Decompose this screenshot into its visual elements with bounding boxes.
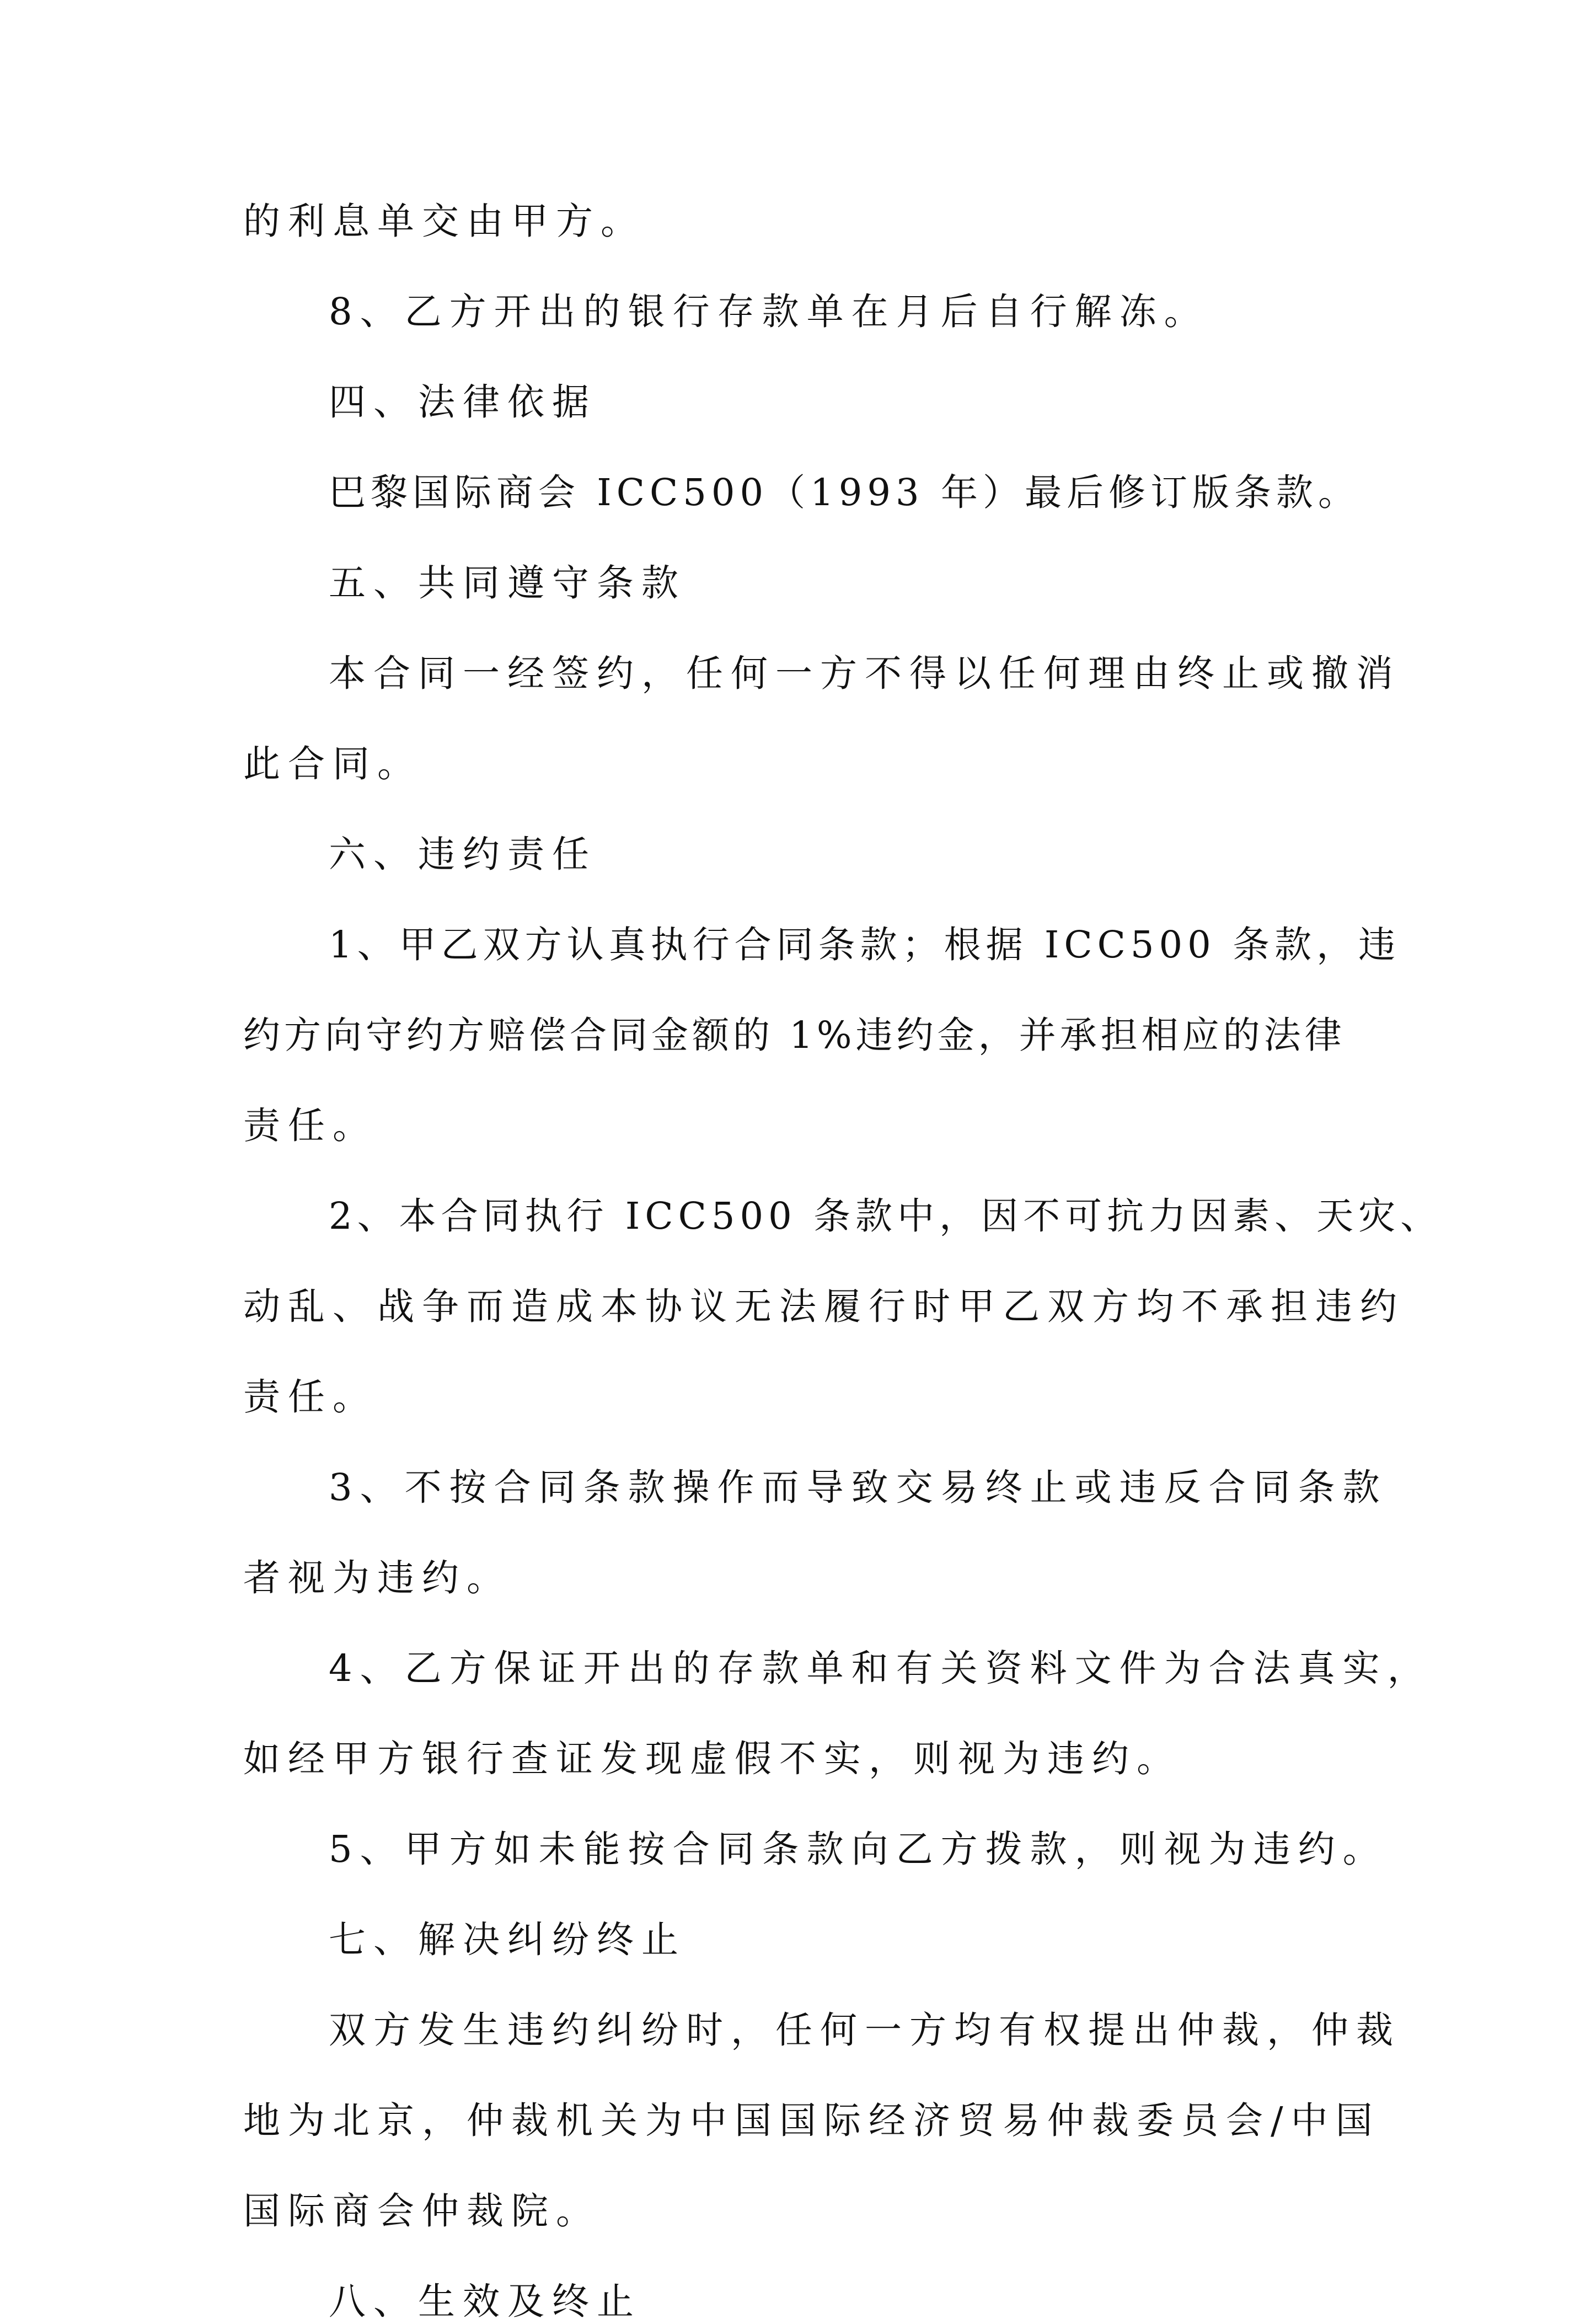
common-terms-line: 此合同。 bbox=[243, 742, 422, 785]
liability-clause-3-line: 者视为违约。 bbox=[243, 1556, 511, 1599]
liability-clause-4-line: 如经甲方银行查证发现虚假不实，则视为违约。 bbox=[243, 1737, 1181, 1780]
liability-clause-2-line: 2、本合同执行 ICC500 条款中，因不可抗力因素、天灾、 bbox=[329, 1195, 1443, 1238]
liability-clause-1-line: 责任。 bbox=[243, 1104, 377, 1147]
common-terms-line: 本合同一经签约，任何一方不得以任何理由终止或撤消 bbox=[329, 652, 1401, 695]
dispute-line: 地为北京，仲裁机关为中国国际经济贸易仲裁委员会/中国 bbox=[243, 2099, 1380, 2142]
section-heading-liability: 六、违约责任 bbox=[329, 833, 597, 876]
document-body bbox=[243, 199, 1443, 2324]
section-heading-effect-termination: 八、生效及终止 bbox=[329, 2280, 641, 2323]
section-heading-common-terms: 五、共同遵守条款 bbox=[329, 561, 686, 604]
legal-basis-line: 巴黎国际商会 ICC500（1993 年）最后修订版条款。 bbox=[329, 471, 1360, 514]
liability-clause-2-line: 动乱、战争而造成本协议无法履行时甲乙双方均不承担违约 bbox=[243, 1285, 1405, 1328]
paragraph-line: 的利息单交由甲方。 bbox=[243, 200, 645, 243]
liability-clause-5-line: 5、甲方如未能按合同条款向乙方拨款，则视为违约。 bbox=[329, 1828, 1388, 1871]
clause-8-line: 8、乙方开出的银行存款单在月后自行解冻。 bbox=[329, 290, 1209, 333]
section-heading-legal-basis: 四、法律依据 bbox=[329, 381, 597, 424]
liability-clause-4-line: 4、乙方保证开出的存款单和有关资料文件为合法真实， bbox=[329, 1647, 1432, 1690]
dispute-line: 双方发生违约纠纷时，任何一方均有权提出仲裁，仲裁 bbox=[329, 2009, 1401, 2052]
section-heading-dispute: 七、解决纠纷终止 bbox=[329, 1918, 686, 1961]
liability-clause-3-line: 3、不按合同条款操作而导致交易终止或违反合同条款 bbox=[329, 1466, 1388, 1509]
liability-clause-1-line: 约方向守约方赔偿合同金额的 1%违约金，并承担相应的法律 bbox=[243, 1014, 1346, 1057]
dispute-line: 国际商会仲裁院。 bbox=[243, 2189, 601, 2232]
liability-clause-2-line: 责任。 bbox=[243, 1375, 377, 1418]
liability-clause-1-line: 1、甲乙双方认真执行合同条款；根据 ICC500 条款，违 bbox=[329, 923, 1401, 966]
